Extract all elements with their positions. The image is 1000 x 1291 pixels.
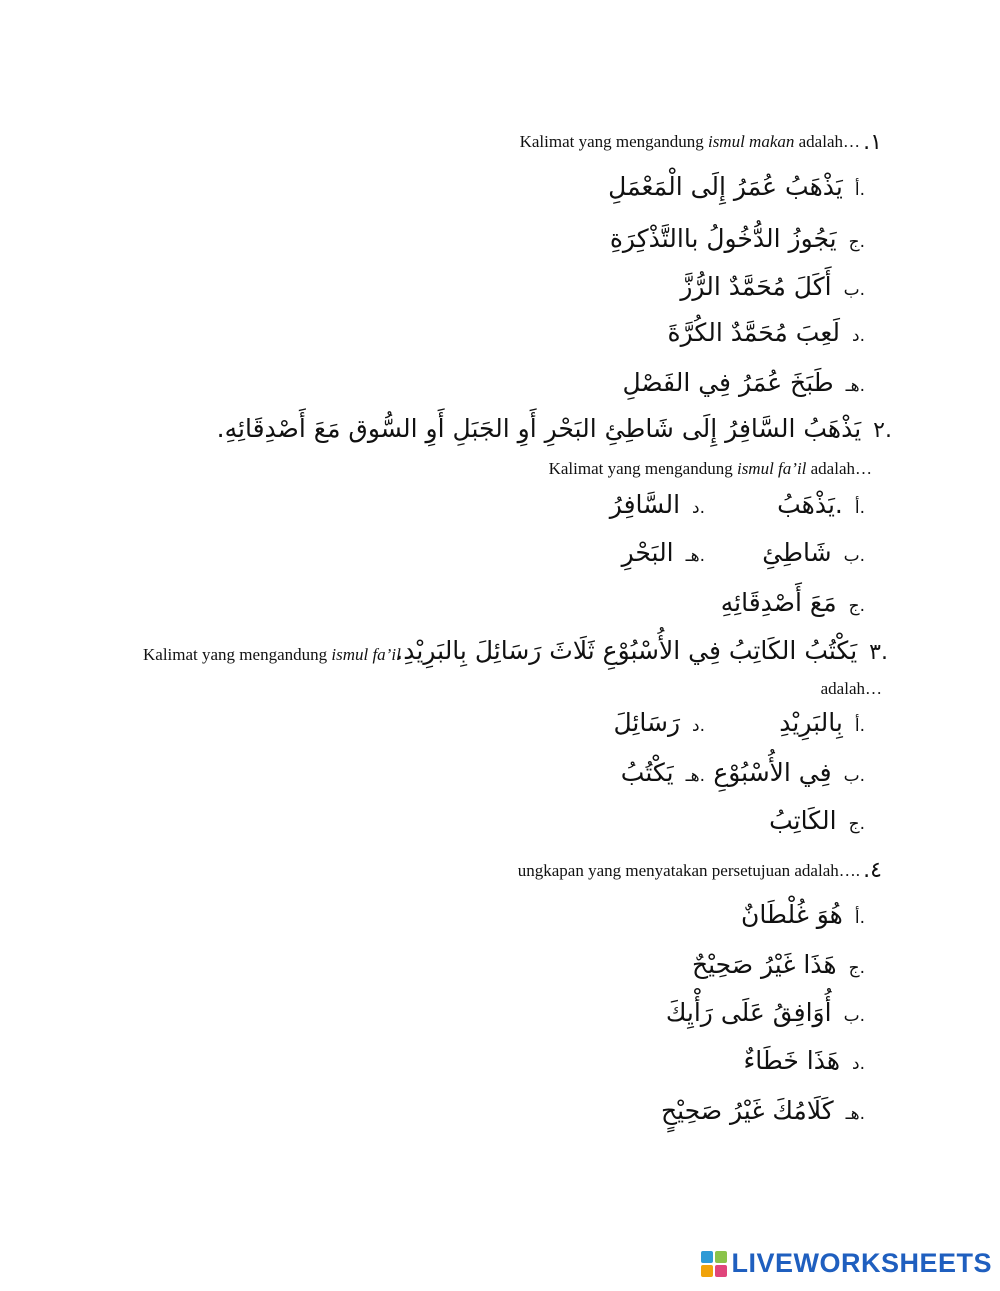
q3-option-e[interactable]: هـ. يَكْتُبُ: [620, 758, 705, 787]
q4-option-c[interactable]: ب. أُوَافِقُ عَلَى رَأْيِكَ: [665, 998, 865, 1027]
q2-option-a[interactable]: أ. .يَذْهَبُ: [777, 490, 865, 519]
q2-option-e[interactable]: هـ. البَحْرِ: [621, 538, 705, 567]
q3-prompt: Kalimat yang mengandung ismul fa’il: [143, 645, 401, 664]
logo-tile: [701, 1265, 713, 1277]
q2-option-c[interactable]: ج. مَعَ أَصْدِقَائِهِ: [720, 588, 865, 617]
q1-number: ١.: [863, 130, 882, 155]
q1-option-b[interactable]: ج. يَجُوزُ الدُّخُولُ باالتَّذْكِرَةِ: [609, 224, 865, 253]
q3-number: ٣.: [869, 640, 888, 665]
q3-sentence-line: [395, 636, 888, 665]
q2-prompt: Kalimat yang mengandung ismul fa’il adalah…: [548, 459, 872, 478]
q4-option-a[interactable]: أ. هُوَ غُلْطَانٌ: [740, 900, 865, 929]
q4-option-e[interactable]: هـ. كَلَامُكَ غَيْرُ صَحِيْحٍ: [661, 1096, 865, 1125]
q1-option-a[interactable]: أ. يَذْهَبُ عُمَرُ إِلَى الْمَعْمَلِ: [608, 172, 865, 201]
liveworksheets-logo: [701, 1248, 992, 1279]
q1-prompt: Kalimat yang mengandung ismul makan adalah…: [519, 132, 860, 151]
q1-term: ismul makan: [707, 132, 795, 151]
q4-option-b[interactable]: ج. هَذَا غَيْرُ صَحِيْحٌ: [692, 950, 865, 979]
q3-option-a[interactable]: أ. بِالبَرِيْدِ: [779, 708, 865, 737]
q2-term: ismul fa’il: [736, 459, 807, 478]
q2-arabic-sentence: يَذْهَبُ السَّافِرُ إِلَى شَاطِئِ البَحْرِ أَوِ الجَبَلِ أَوِ السُّوق مَعَ أَصْدِقَائِهِ.: [216, 414, 862, 443]
logo-tile: [715, 1251, 727, 1263]
logo-tile: [715, 1265, 727, 1277]
q3-option-d[interactable]: د. رَسَائِلَ: [613, 708, 705, 737]
logo-tile: [701, 1251, 713, 1263]
q1-option-e[interactable]: هـ. طَبَخَ عُمَرُ فِي الفَصْلِ: [622, 368, 865, 397]
q2-option-d[interactable]: د. السَّافِرُ: [609, 490, 705, 519]
liveworksheets-logo-icon: [701, 1251, 727, 1277]
q3-option-c[interactable]: ج. الكَاتِبُ: [769, 806, 865, 835]
q1-option-c[interactable]: ب. أَكَلَ مُحَمَّدٌ الرُّزَّ: [680, 272, 865, 301]
q4-option-d[interactable]: د. هَذَا خَطَاءٌ: [743, 1046, 865, 1075]
q2-number: ٢.: [873, 418, 892, 443]
q3-option-b[interactable]: ب. فِي الأُسْبُوْعِ: [713, 758, 865, 787]
q2-option-b[interactable]: ب. شَاطِئِ: [762, 538, 865, 567]
q4-number: ٤.: [863, 858, 882, 883]
q4-prompt: ungkapan yang menyatakan persetujuan adalah….: [517, 861, 860, 880]
q2-sentence-line: [217, 414, 892, 443]
q3-term: ismul fa’il: [331, 645, 401, 664]
q3-prompt-tail: adalah…: [820, 679, 882, 698]
q3-arabic-sentence: يَكْتُبُ الكَاتِبُ فِي الأُسْبُوْعِ ثَلَاثَ رَسَائِلَ بِالبَرِيْدِ.: [395, 636, 858, 665]
logo-wordmark: LIVEWORKSHEETS: [731, 1248, 992, 1278]
q1-option-d[interactable]: د. لَعِبَ مُحَمَّدٌ الكُرَّةَ: [667, 318, 865, 347]
